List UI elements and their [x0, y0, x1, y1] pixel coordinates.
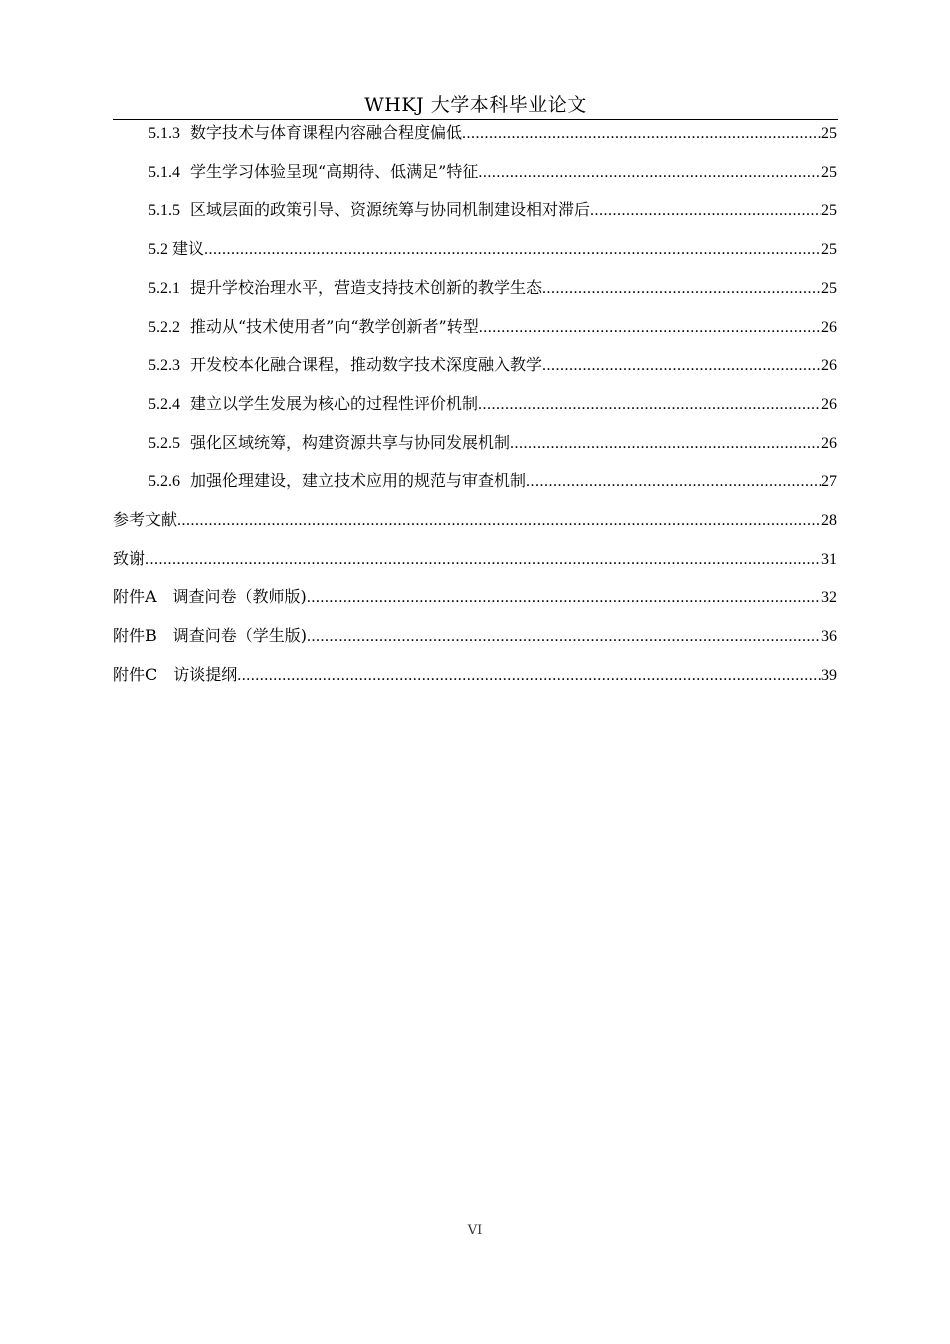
- toc-dot-leader: [462, 115, 821, 153]
- toc-entry-page: 25: [821, 241, 837, 259]
- toc-entry-page: 26: [821, 357, 837, 375]
- toc-entry-number: 5.2: [148, 241, 168, 259]
- toc-entry-page: 32: [821, 589, 837, 607]
- toc-entry-title: 建立以学生发展为核心的过程性评价机制: [190, 393, 479, 413]
- toc-entry-appendix-a[interactable]: [113, 578, 837, 616]
- toc-entry-title: 强化区域统筹，构建资源共享与协同发展机制: [190, 432, 511, 452]
- toc-entry-appendix-b[interactable]: [113, 617, 837, 655]
- toc-entry-number: 5.2.5: [148, 434, 180, 452]
- toc-entry-number: 5.2.3: [148, 357, 180, 375]
- toc-entry-page: 26: [821, 434, 837, 452]
- toc-entry-page: 25: [821, 202, 837, 220]
- toc-entry-title: 开发校本化融合课程，推动数字技术深度融入教学: [190, 355, 543, 375]
- toc-entry-page: 39: [821, 666, 837, 684]
- toc-entry[interactable]: [148, 153, 837, 191]
- toc-dot-leader: [542, 347, 821, 385]
- toc-entry[interactable]: [148, 424, 837, 462]
- toc-entry-number: 5.2.6: [148, 473, 180, 491]
- toc-entry-title: 附件A 调查问卷（教师版): [113, 587, 307, 607]
- toc-entry-references[interactable]: [113, 501, 837, 539]
- toc-dot-leader: [177, 502, 821, 540]
- toc-entry-title: 致谢: [113, 548, 146, 568]
- toc-entry[interactable]: [148, 230, 837, 268]
- toc-dot-leader: [590, 192, 821, 230]
- toc-entry-title: 推动从“技术使用者”向“教学创新者”转型: [190, 316, 479, 336]
- page-number: VI: [467, 1223, 483, 1238]
- toc-dot-leader: [510, 425, 821, 463]
- toc-dot-leader: [237, 657, 821, 695]
- toc-dot-leader: [307, 579, 821, 617]
- toc-entry-appendix-c[interactable]: [113, 656, 837, 694]
- toc-dot-leader: [526, 463, 821, 501]
- page-header-title: WHKJ 大学本科毕业论文: [364, 94, 587, 116]
- toc-dot-leader: [307, 618, 821, 656]
- toc-entry-number: 5.2.4: [148, 395, 180, 413]
- toc-entry-acknowledgements[interactable]: [113, 540, 837, 578]
- toc-entry-page: 28: [821, 512, 837, 529]
- toc-entry-number: 5.1.4: [148, 163, 180, 181]
- toc-entry-title: 加强伦理建设，建立技术应用的规范与审查机制: [190, 471, 527, 491]
- toc-entry[interactable]: [148, 308, 837, 346]
- toc-entry[interactable]: [148, 346, 837, 384]
- toc-entry-title: 附件C 访谈提纲: [113, 664, 238, 684]
- toc-entry-page: 36: [821, 628, 837, 646]
- toc-entry[interactable]: [148, 191, 837, 229]
- toc-entry-title: 提升学校治理水平，营造支持技术创新的教学生态: [190, 277, 543, 297]
- toc-entry-page: 25: [821, 163, 837, 181]
- toc-entry-title: 参考文献: [113, 510, 178, 529]
- toc-dot-leader: [204, 231, 821, 269]
- toc-entry[interactable]: [148, 269, 837, 307]
- toc-entry-page: 31: [821, 550, 837, 568]
- toc-entry-number: 5.2.1: [148, 279, 180, 297]
- toc-dot-leader: [145, 541, 821, 579]
- toc-dot-leader: [479, 309, 821, 347]
- toc-dot-leader: [478, 386, 821, 424]
- toc-entry-number: 5.1.3: [148, 125, 180, 142]
- toc-entry-page: 25: [821, 279, 837, 297]
- toc-entry-page: 26: [821, 395, 837, 413]
- toc-dot-leader: [542, 270, 821, 308]
- toc-entry-page: 25: [821, 125, 837, 142]
- toc-entry[interactable]: [148, 114, 837, 152]
- toc-entry-title: 区域层面的政策引导、资源统筹与协同机制建设相对滞后: [190, 200, 591, 220]
- toc-entry-number: 5.1.5: [148, 202, 180, 220]
- toc-entry[interactable]: [148, 462, 837, 500]
- toc-dot-leader: [478, 154, 821, 192]
- toc-entry[interactable]: [148, 385, 837, 423]
- toc-entry-title: 建议: [172, 239, 205, 259]
- toc-entry-page: 27: [821, 473, 837, 491]
- toc-entry-page: 26: [821, 318, 837, 336]
- toc-entry-number: 5.2.2: [148, 318, 180, 336]
- toc-entry-title: 学生学习体验呈现“高期待、低满足”特征: [190, 161, 479, 181]
- toc-entry-title: 数字技术与体育课程内容融合程度偏低: [190, 123, 463, 142]
- toc-entry-title: 附件B 调查问卷（学生版): [113, 626, 308, 646]
